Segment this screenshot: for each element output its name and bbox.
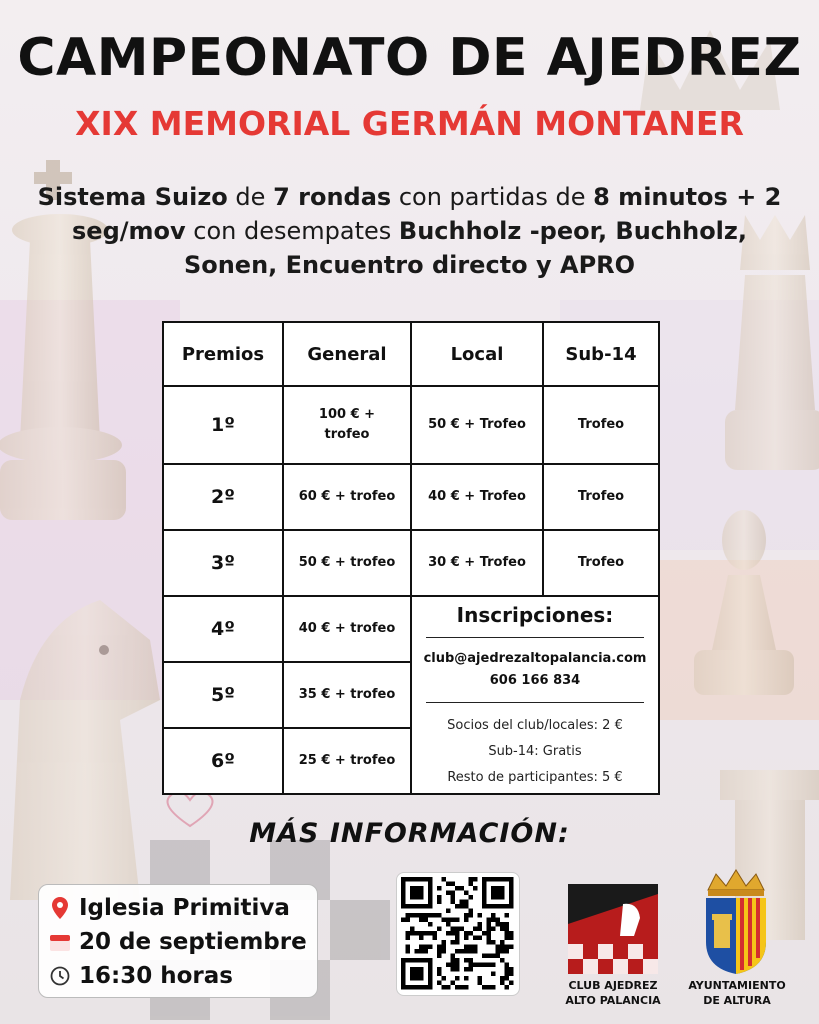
town-caption: AYUNTAMIENTO DE ALTURA <box>688 979 786 1007</box>
general-prize-cell: 60 € + trofeo <box>283 464 411 530</box>
club-logo <box>568 884 658 974</box>
event-details-box <box>38 884 318 998</box>
rank-cell: 3º <box>163 530 283 596</box>
sub14-prize-cell: Trofeo <box>543 464 659 530</box>
table-row <box>163 386 659 464</box>
fee-sub14: Sub-14: Gratis <box>488 744 582 759</box>
divider <box>426 702 644 703</box>
page-subtitle: XIX MEMORIAL GERMÁN MONTANER <box>75 104 744 143</box>
table-row <box>163 530 659 596</box>
sub14-prize-cell: Trofeo <box>543 386 659 464</box>
description-line-1: Sistema Suizo de 7 rondas con partidas de 8 minutos + 2 <box>37 183 782 211</box>
header-local: Local <box>411 322 543 386</box>
sub14-prize-cell: Trofeo <box>543 530 659 596</box>
prizes-table <box>162 321 660 795</box>
general-prize-cell: 40 € + trofeo <box>283 596 411 662</box>
rank-cell: 1º <box>163 386 283 464</box>
rank-cell: 5º <box>163 662 283 728</box>
general-prize-cell: 50 € + trofeo <box>283 530 411 596</box>
general-prize-cell: 25 € + trofeo <box>283 728 411 794</box>
fee-members: Socios del club/locales: 2 € <box>447 718 623 733</box>
table-header-row <box>163 322 659 386</box>
map-pin-icon <box>49 897 71 919</box>
qr-code-graphic <box>397 873 519 995</box>
rank-cell: 2º <box>163 464 283 530</box>
local-prize-cell: 40 € + Trofeo <box>411 464 543 530</box>
club-caption: CLUB AJEDREZ ALTO PALANCIA <box>565 979 661 1007</box>
clock-icon <box>49 966 71 986</box>
event-time: 16:30 horas <box>49 959 233 993</box>
description-line-3: Sonen, Encuentro directo y APRO <box>183 251 636 279</box>
event-date: 20 de septiembre <box>49 925 307 959</box>
local-prize-cell: 50 € + Trofeo <box>411 386 543 464</box>
qr-code[interactable] <box>396 872 520 996</box>
page-title: CAMPEONATO DE AJEDREZ <box>17 28 802 88</box>
header-sub14: Sub-14 <box>543 322 659 386</box>
rank-cell: 4º <box>163 596 283 662</box>
fee-others: Resto de participantes: 5 € <box>447 770 623 785</box>
description-line-2: seg/mov con desempates Buchholz -peor, Buchholz, <box>72 217 747 245</box>
calendar-icon <box>49 933 71 951</box>
inscripciones-email[interactable]: club@ajedrezaltopalancia.com <box>423 651 647 666</box>
header-general: General <box>283 322 411 386</box>
local-prize-cell: 30 € + Trofeo <box>411 530 543 596</box>
event-location: Iglesia Primitiva <box>49 891 290 925</box>
tournament-description <box>30 180 789 282</box>
inscripciones-panel <box>411 596 659 794</box>
header-premios: Premios <box>163 322 283 386</box>
general-prize-cell: 100 € + trofeo <box>283 386 411 464</box>
table-row <box>163 596 659 662</box>
rank-cell: 6º <box>163 728 283 794</box>
inscripciones-title: Inscripciones: <box>456 603 614 627</box>
town-coat-of-arms <box>702 868 770 976</box>
general-prize-cell: 35 € + trofeo <box>283 662 411 728</box>
divider <box>426 637 644 638</box>
more-info-heading: MÁS INFORMACIÓN: <box>249 818 570 849</box>
inscripciones-phone[interactable]: 606 166 834 <box>489 673 581 688</box>
table-row <box>163 464 659 530</box>
